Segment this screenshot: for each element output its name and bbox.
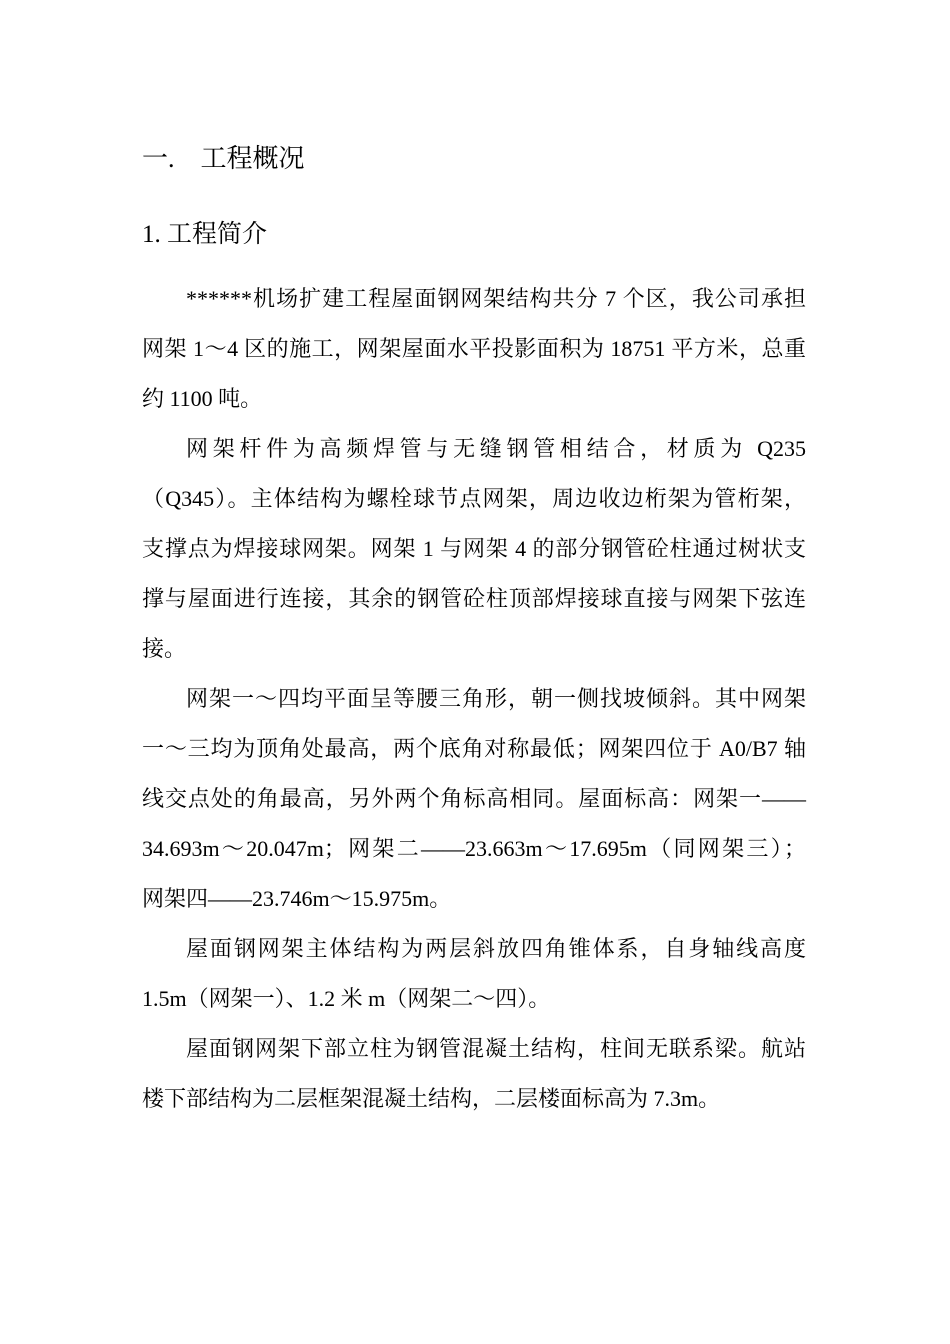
paragraph <box>142 274 806 424</box>
text-line: 网架四——23.746m～15.975m。 <box>142 886 452 911</box>
text-line: 线交点处的角最高，另外两个角标高相同。屋面标高：网架一—— <box>142 786 806 811</box>
text-line: 网架杆件为高频焊管与无缝钢管相结合，材质为 Q235 <box>186 436 806 461</box>
text-line: 屋面钢网架主体结构为两层斜放四角锥体系，自身轴线高度 <box>186 936 806 961</box>
text-line: （Q345）。主体结构为螺栓球节点网架，周边收边桁架为管桁架， <box>142 486 806 511</box>
text-line: 约 1100 吨。 <box>142 386 263 411</box>
body-paragraphs <box>142 274 806 1124</box>
text-line: 屋面钢网架下部立柱为钢管混凝土结构，柱间无联系梁。航站 <box>186 1036 806 1061</box>
text-line: 支撑点为焊接球网架。网架 1 与网架 4 的部分钢管砼柱通过树状支 <box>142 536 806 561</box>
section-heading <box>142 134 806 184</box>
text-line: 一～三均为顶角处最高，两个底角对称最低；网架四位于 A0/B7 轴 <box>142 736 806 761</box>
section-heading-number: 一. <box>142 144 175 173</box>
text-line: 网架一～四均平面呈等腰三角形，朝一侧找坡倾斜。其中网架 <box>186 686 806 711</box>
paragraph <box>142 924 806 1024</box>
text-line: 34.693m～20.047m；网架二——23.663m～17.695m（同网架三）； <box>142 836 806 861</box>
text-line: 楼下部结构为二层框架混凝土结构，二层楼面标高为 7.3m。 <box>142 1086 721 1111</box>
text-line: 接。 <box>142 636 187 661</box>
paragraph <box>142 424 806 674</box>
text-line: ******机场扩建工程屋面钢网架结构共分 7 个区，我公司承担 <box>186 286 806 311</box>
document-content <box>142 134 806 1124</box>
section-heading-text: 工程概况 <box>200 144 305 173</box>
subsection-heading: 1. 工程简介 <box>142 221 268 248</box>
text-line: 1.5m（网架一）、1.2 米 m（网架二～四）。 <box>142 986 551 1011</box>
paragraph <box>142 1024 806 1124</box>
text-line: 网架 1～4 区的施工，网架屋面水平投影面积为 18751 平方米，总重 <box>142 336 806 361</box>
paragraph <box>142 674 806 924</box>
text-line: 撑与屋面进行连接，其余的钢管砼柱顶部焊接球直接与网架下弦连 <box>142 586 806 611</box>
